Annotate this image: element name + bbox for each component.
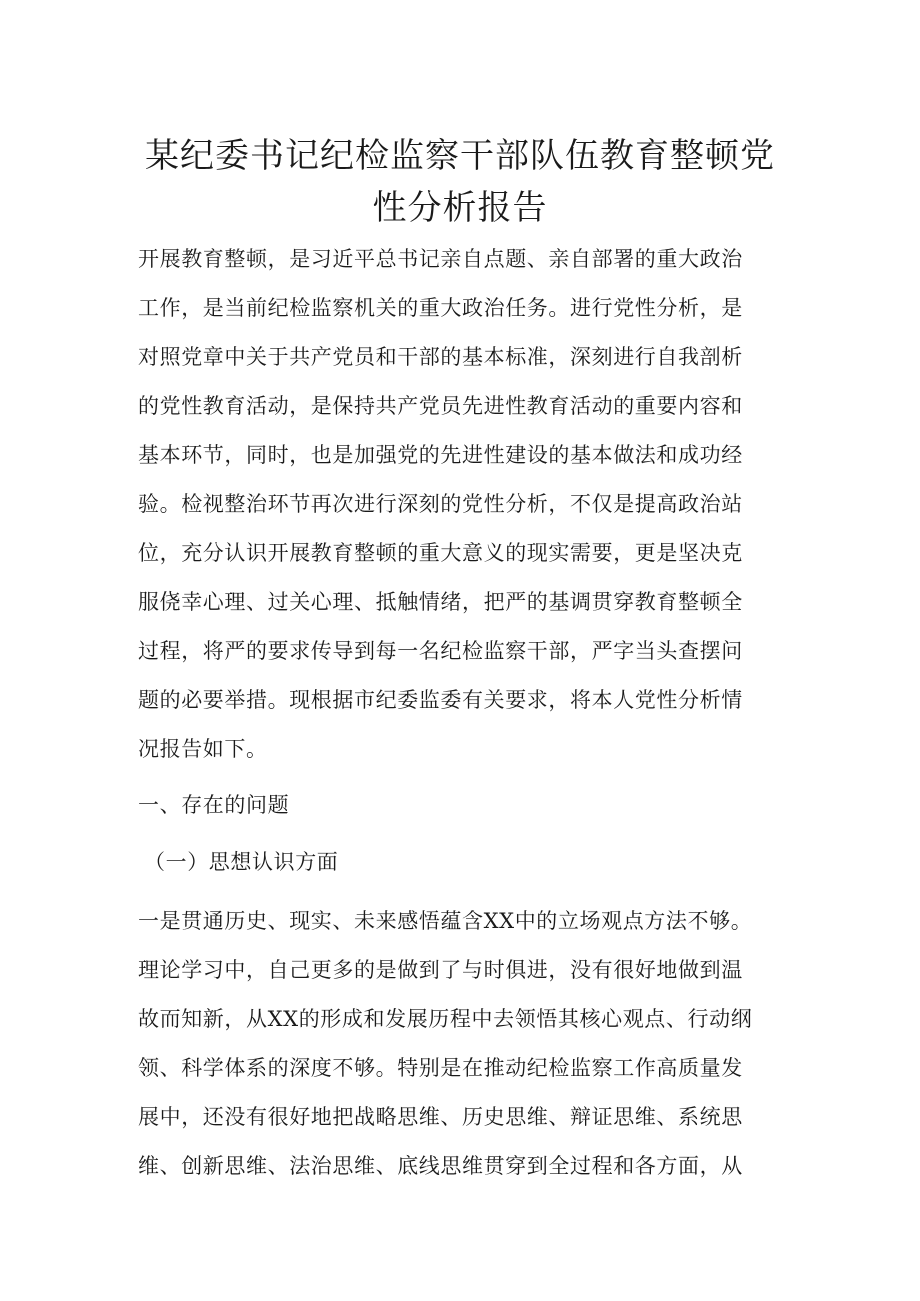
intro-line: 工作，是当前纪检监察机关的重大政治任务。进行党性分析，是 xyxy=(138,296,743,320)
intro-line: 开展教育整顿，是习近平总书记亲自点题、亲自部署的重大政治 xyxy=(138,247,743,271)
intro-line: 对照党章中关于共产党员和干部的基本标准，深刻进行自我剖析 xyxy=(138,345,743,369)
intro-line: 过程，将严的要求传导到每一名纪检监察干部，严字当头查摆问 xyxy=(138,639,743,663)
title-line-2: 性分析报告 xyxy=(372,188,548,228)
subsection-heading: （一）思想认识方面 xyxy=(144,850,339,874)
paragraph-line: 理论学习中，自己更多的是做到了与时俱进，没有很好地做到温 xyxy=(138,958,743,982)
paragraph-line: 一是贯通历史、现实、未来感悟蕴含XX中的立场观点方法不够。 xyxy=(138,909,753,933)
intro-line: 况报告如下。 xyxy=(138,737,268,761)
intro-line: 验。检视整治环节再次进行深刻的党性分析，不仅是提高政治站 xyxy=(138,492,743,516)
document-title xyxy=(120,130,800,234)
paragraph-line: 维、创新思维、法治思维、底线思维贯穿到全过程和各方面，从 xyxy=(138,1154,743,1178)
paragraph-line: 故而知新，从XX的形成和发展历程中去领悟其核心观点、行动纲 xyxy=(138,1007,753,1031)
intro-line: 位，充分认识开展教育整顿的重大意义的现实需要，更是坚决克 xyxy=(138,541,743,565)
section-heading: 一、存在的问题 xyxy=(138,793,290,817)
paragraph-line: 展中，还没有很好地把战略思维、历史思维、辩证思维、系统思 xyxy=(138,1105,743,1129)
intro-line: 的党性教育活动，是保持共产党员先进性教育活动的重要内容和 xyxy=(138,394,743,418)
title-line-1: 某纪委书记纪检监察干部队伍教育整顿党 xyxy=(145,136,775,176)
intro-line: 基本环节，同时，也是加强党的先进性建设的基本做法和成功经 xyxy=(138,443,743,467)
paragraph-line: 领、科学体系的深度不够。特别是在推动纪检监察工作高质量发 xyxy=(138,1056,743,1080)
intro-line: 题的必要举措。现根据市纪委监委有关要求，将本人党性分析情 xyxy=(138,688,743,712)
intro-line: 服侥幸心理、过关心理、抵触情绪，把严的基调贯穿教育整顿全 xyxy=(138,590,743,614)
